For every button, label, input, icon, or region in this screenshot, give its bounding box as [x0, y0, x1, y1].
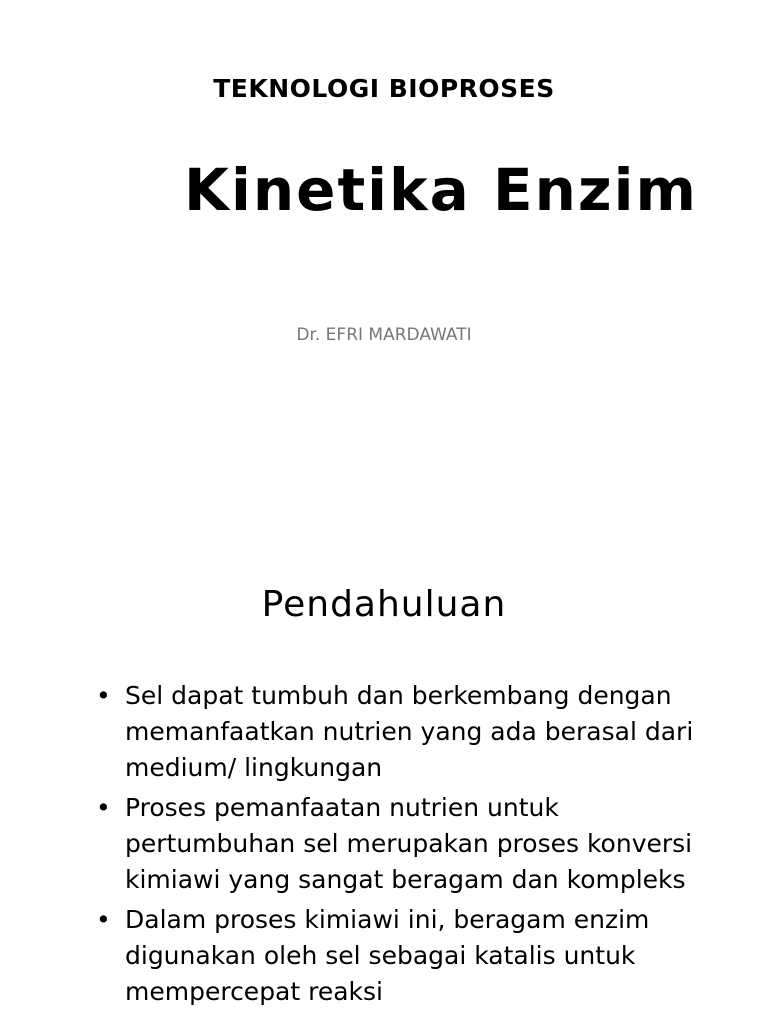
section-title: Pendahuluan — [261, 584, 507, 625]
bullet-item — [96, 790, 696, 898]
main-title: Kinetika Enzim — [184, 156, 698, 224]
bullet-text: Dalam proses kimiawi ini, beragam enzim digunakan oleh sel sebagai katalis untuk mempercepat reaksi — [125, 905, 650, 1006]
course-title: TEKNOLOGI BIOPROSES — [213, 74, 555, 103]
bullet-text: Proses pemanfaatan nutrien untuk pertumbuhan sel merupakan proses konversi kimiawi yang sangat beragam dan kompleks — [125, 793, 693, 894]
bullet-icon: • — [96, 681, 111, 710]
bullet-list — [96, 678, 696, 1014]
bullet-item — [96, 902, 696, 1010]
bullet-item — [96, 678, 696, 786]
bullet-text: Sel dapat tumbuh dan berkembang dengan memanfaatkan nutrien yang ada berasal dari medium/ lingkungan — [125, 681, 694, 782]
bullet-icon: • — [96, 905, 111, 934]
bullet-icon: • — [96, 793, 111, 822]
intro-slide — [0, 512, 768, 1024]
author-name: Dr. EFRI MARDAWATI — [296, 325, 472, 345]
